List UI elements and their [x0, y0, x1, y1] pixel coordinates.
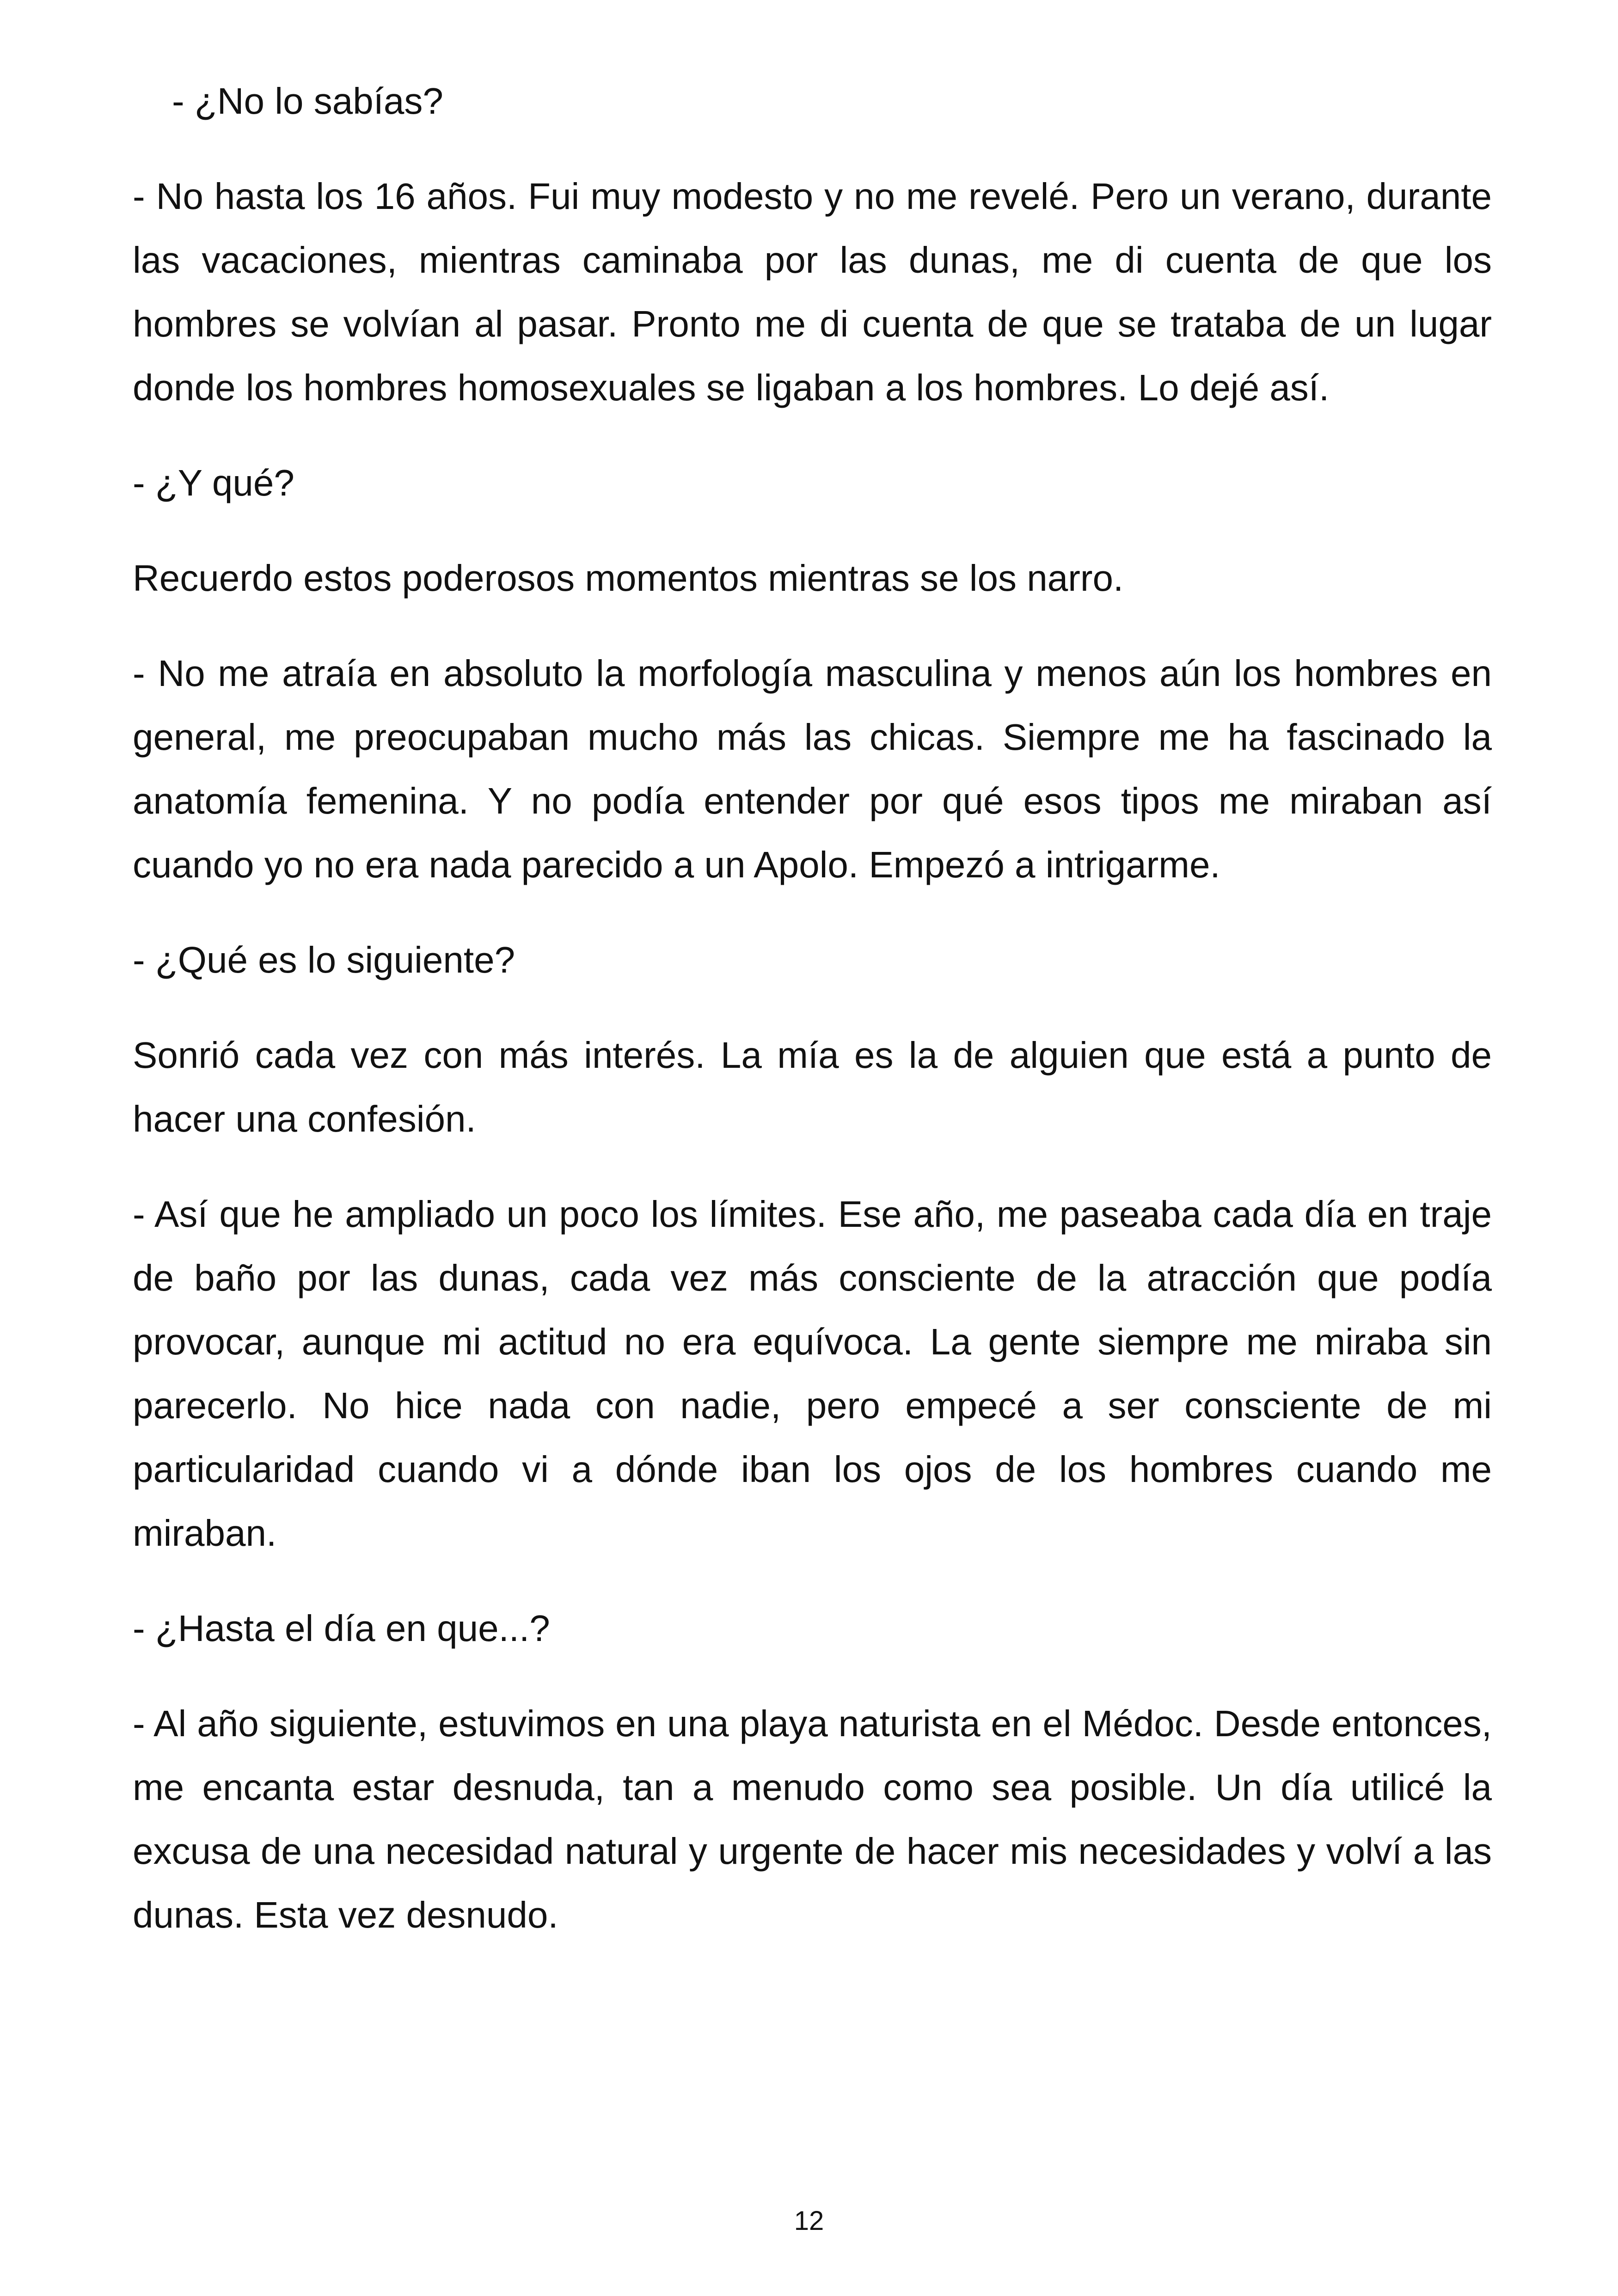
- paragraph-6: - ¿Qué es lo siguiente?: [133, 939, 515, 980]
- paragraph-9: - ¿Hasta el día en que...?: [133, 1608, 550, 1649]
- paragraph-5: - No me atraía en absoluto la morfología masculina y menos aún los hombres en general, me preocupaban mucho más las chicas. Siempre me ha fascinado la anatomía femenina. Y no podía entender por qué esos tipos me miraban así cuando yo no era nada parecido a un Apolo. Empezó a intrigarme.: [133, 653, 1492, 885]
- paragraph-10: - Al año siguiente, estuvimos en una playa naturista en el Médoc. Desde entonces, me encanta estar desnuda, tan a menudo como sea posible. Un día utilicé la excusa de una necesidad natural y urgente de hacer mis necesidades y volví a las dunas. Esta vez desnudo.: [133, 1703, 1492, 1935]
- paragraph-8: - Así que he ampliado un poco los límites. Ese año, me paseaba cada día en traje de baño por las dunas, cada vez más consciente de la atracción que podía provocar, aunque mi actitud no era equívoca. La gente siempre me miraba sin parecerlo. No hice nada con nadie, pero empecé a ser consciente de mi particularidad cuando vi a dónde iban los ojos de los hombres cuando me miraban.: [133, 1194, 1492, 1554]
- paragraph-2: - No hasta los 16 años. Fui muy modesto y no me revelé. Pero un verano, durante las vacaciones, mientras caminaba por las dunas, me di cuenta de que los hombres se volvían al pasar. Pronto me di cuenta de que se trataba de un lugar donde los hombres homosexuales se ligaban a los hombres. Lo dejé así.: [133, 176, 1492, 408]
- paragraph-3: - ¿Y qué?: [133, 462, 294, 503]
- paragraph-1: - ¿No lo sabías?: [172, 80, 443, 122]
- page-number: 12: [794, 2206, 824, 2236]
- paragraph-7: Sonrió cada vez con más interés. La mía es la de alguien que está a punto de hacer una confesión.: [133, 1035, 1492, 1139]
- body-text: [133, 69, 1492, 1978]
- paragraph-4: Recuerdo estos poderosos momentos mientras se los narro.: [133, 557, 1124, 599]
